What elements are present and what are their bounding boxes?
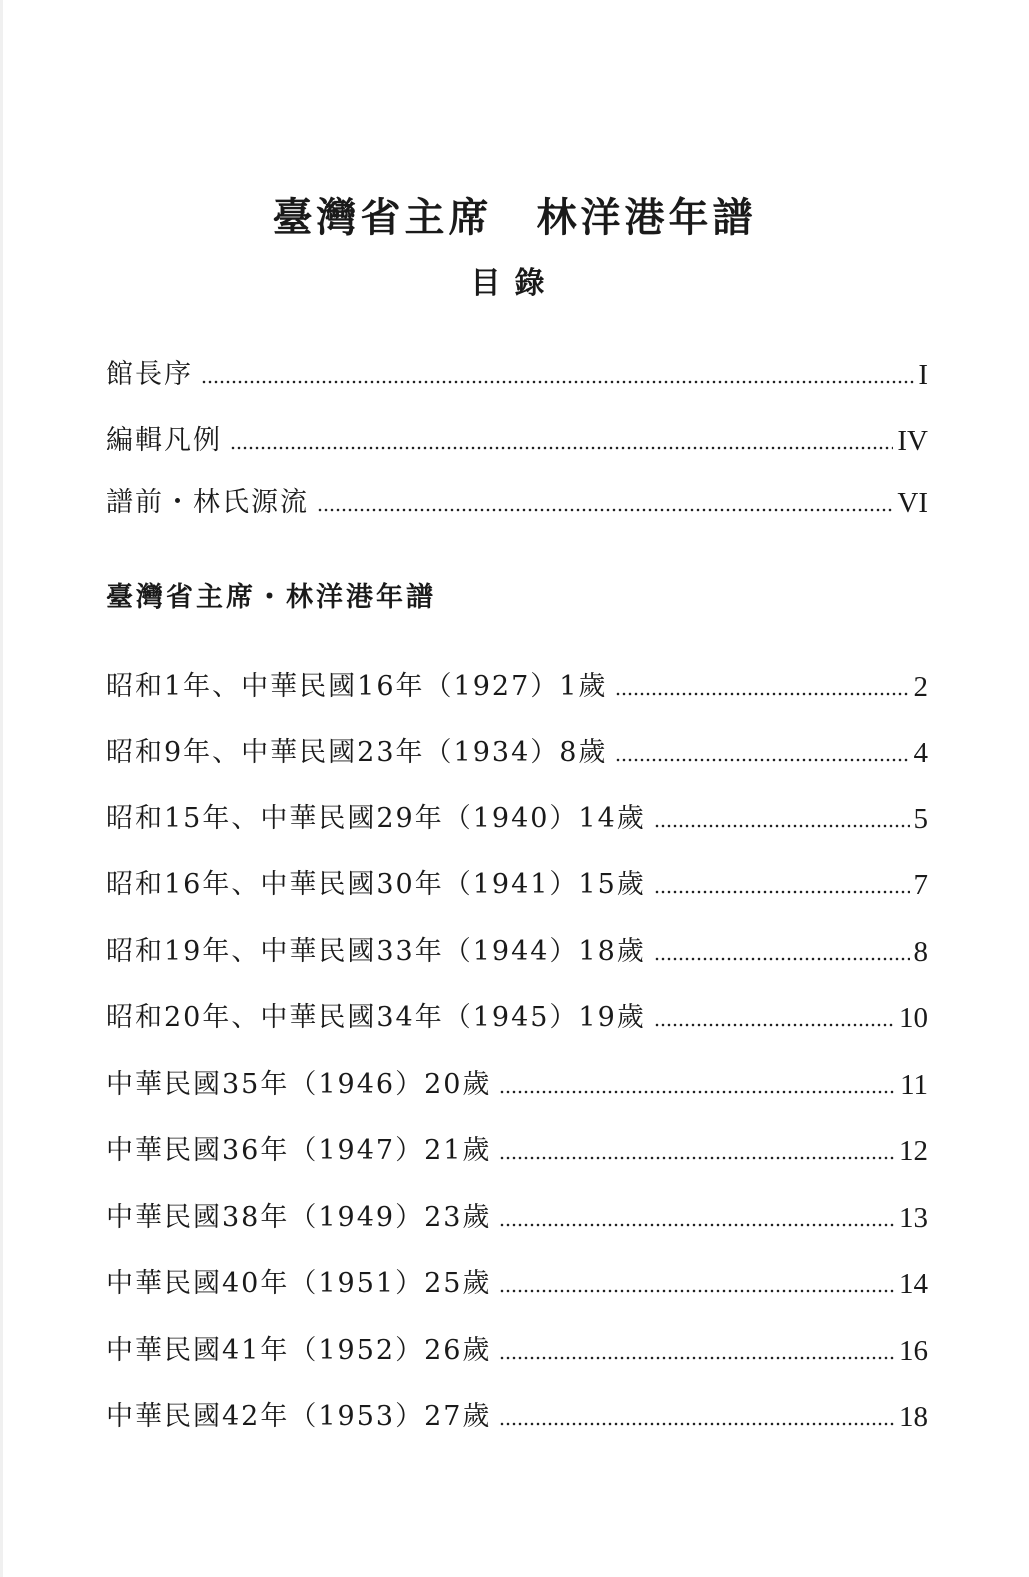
dot-leader: [499, 1223, 895, 1227]
toc-entry[interactable]: [106, 1062, 928, 1102]
toc-entry[interactable]: [106, 664, 928, 704]
toc-entry-label: 中華民國40年（1951）25歲: [106, 1268, 492, 1299]
toc-entry-page: 2: [913, 671, 928, 703]
toc-entry[interactable]: [106, 995, 928, 1035]
dot-leader: [654, 1023, 895, 1027]
dot-leader: [230, 446, 893, 450]
toc-entry[interactable]: [106, 352, 928, 392]
toc-entry[interactable]: [106, 1128, 928, 1168]
toc-entry-label: 譜前・林氏源流: [106, 487, 309, 518]
toc-entry-label: 中華民國35年（1946）20歲: [106, 1069, 492, 1100]
toc-entry-label: 中華民國41年（1952）26歲: [106, 1335, 492, 1366]
dot-leader: [615, 758, 909, 762]
dot-leader: [499, 1090, 896, 1094]
toc-entry-label: 中華民國42年（1953）27歲: [106, 1401, 492, 1432]
dot-leader: [201, 380, 914, 384]
dot-leader: [654, 890, 910, 894]
toc-entry-page: I: [918, 359, 928, 391]
toc-entry-label: 中華民國36年（1947）21歲: [106, 1135, 492, 1166]
toc-entry-page: 13: [899, 1202, 928, 1234]
toc-entry[interactable]: [106, 796, 928, 836]
toc-entry-page: 7: [913, 869, 928, 901]
dot-leader: [499, 1156, 895, 1160]
toc-entry-page: IV: [897, 425, 928, 457]
toc-entry-page: 11: [900, 1069, 928, 1101]
toc-entry[interactable]: [106, 418, 928, 458]
toc-entry-label: 昭和20年、中華民國34年（1945）19歲: [106, 1002, 646, 1033]
toc-entry-label: 昭和1年、中華民國16年（1927）1歲: [106, 671, 608, 702]
toc-entry-label: 昭和15年、中華民國29年（1940）14歲: [106, 803, 646, 834]
document-title: 臺灣省主席 林洋港年譜: [272, 195, 757, 241]
dot-leader: [317, 508, 893, 512]
toc-entry-label: 館長序: [106, 359, 193, 390]
toc-entry-page: 18: [899, 1401, 928, 1433]
toc-entry[interactable]: [106, 1261, 928, 1301]
dot-leader: [654, 824, 910, 828]
section-heading: 臺灣省主席・林洋港年譜: [106, 582, 436, 613]
toc-entry[interactable]: [106, 730, 928, 770]
toc-entry-page: 10: [899, 1002, 928, 1034]
toc-entry-page: 5: [913, 803, 928, 835]
toc-entry[interactable]: [106, 862, 928, 902]
toc-entry-page: 12: [899, 1135, 928, 1167]
dot-leader: [499, 1289, 895, 1293]
toc-entry-label: 編輯凡例: [106, 425, 222, 456]
toc-entry-page: 8: [913, 936, 928, 968]
toc-entry[interactable]: [106, 1195, 928, 1235]
toc-entry[interactable]: [106, 1394, 928, 1434]
dot-leader: [499, 1422, 895, 1426]
dot-leader: [499, 1356, 895, 1360]
dot-leader: [654, 957, 910, 961]
toc-entry-page: 16: [899, 1335, 928, 1367]
toc-heading: 目錄: [470, 266, 559, 301]
toc-entry-label: 昭和19年、中華民國33年（1944）18歲: [106, 936, 646, 967]
toc-entry[interactable]: [106, 1328, 928, 1368]
toc-entry-page: 4: [913, 737, 928, 769]
toc-entry-page: VI: [897, 487, 928, 519]
toc-entry-label: 昭和9年、中華民國23年（1934）8歲: [106, 737, 608, 768]
toc-entry[interactable]: [106, 480, 928, 520]
toc-entry-label: 中華民國38年（1949）23歲: [106, 1202, 492, 1233]
toc-entry-page: 14: [899, 1268, 928, 1300]
toc-entry-label: 昭和16年、中華民國30年（1941）15歲: [106, 869, 646, 900]
dot-leader: [615, 692, 909, 696]
toc-entry[interactable]: [106, 929, 928, 969]
